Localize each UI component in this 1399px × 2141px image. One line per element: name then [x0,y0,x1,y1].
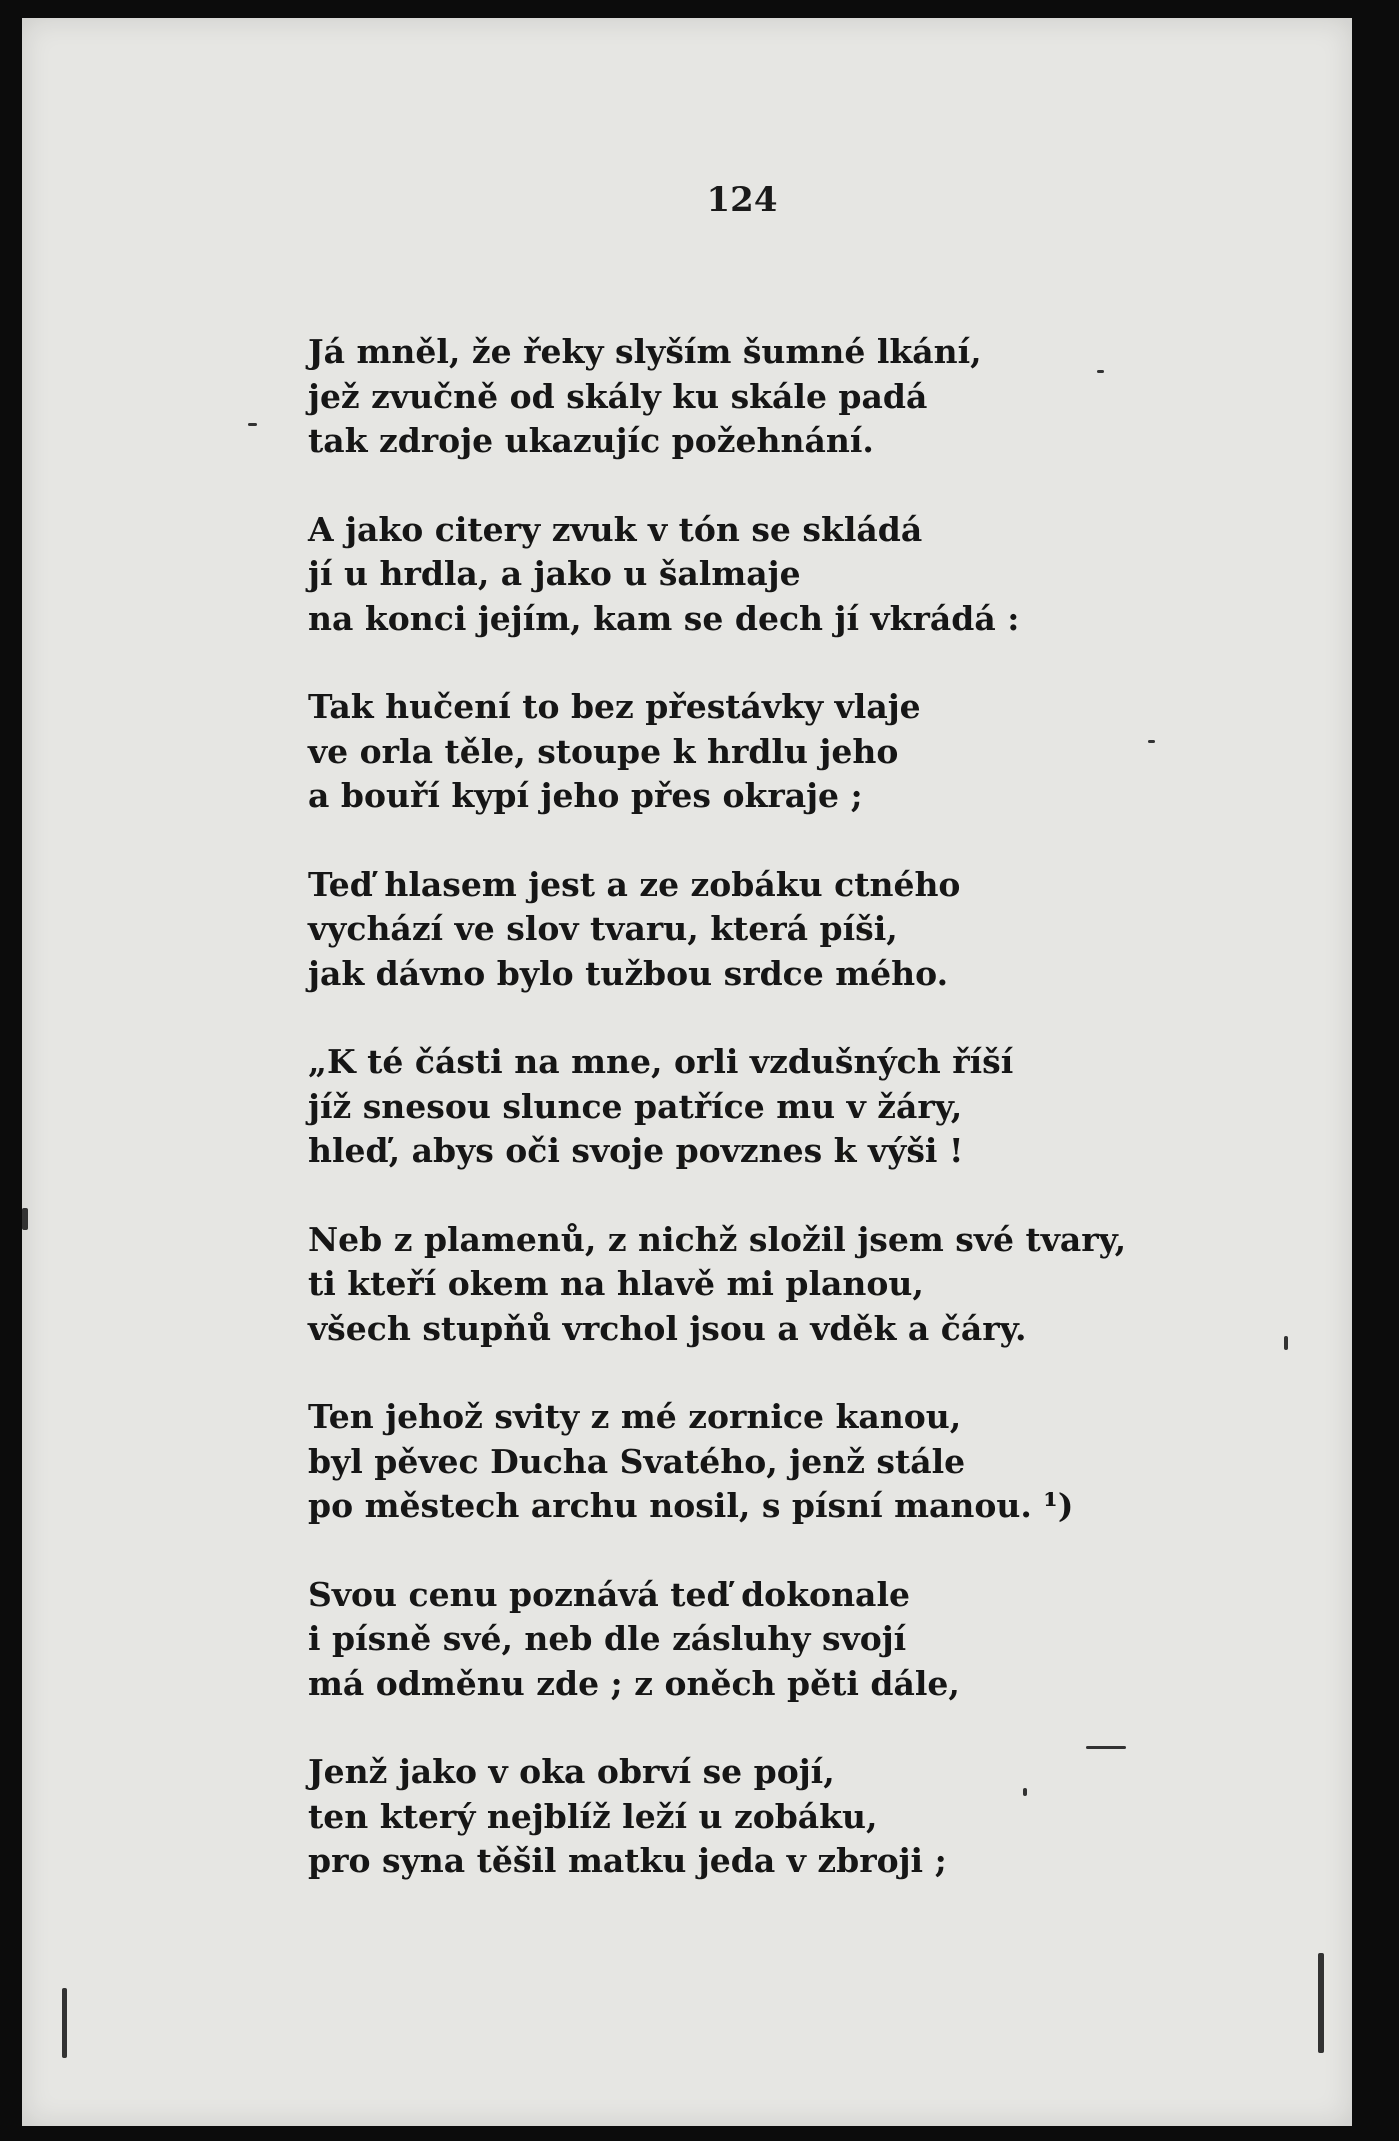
scan-speck [1148,740,1155,743]
verse-line: na konci jejím, kam se dech jí vkrádá : [308,598,1020,638]
verse-line: Tak hučení to bez přestávky vlaje [308,687,921,726]
verse-line: ti kteří okem na hlavě mi planou, [308,1264,924,1303]
stanza [308,330,1368,464]
verse-line: A jako citery zvuk v tón se skládá [308,509,923,549]
poem-text [308,330,1368,1928]
verse-line: jak dávno bylo tužbou srdce mého. [308,953,949,993]
verse-line: všech stupňů vrchol jsou a vděk a čáry. [308,1308,1027,1348]
verse-line: hleď, abys oči svoje povznes k výši ! [308,1131,964,1170]
verse-line: Teď hlasem jest a ze zobáku ctného [308,864,961,904]
stanza [308,685,1368,819]
page-edge-shadow [1352,0,1399,2141]
scan-speck [248,423,257,426]
stanza [308,863,1368,997]
verse-line: jí u hrdla, a jako u šalmaje [308,554,801,593]
scan-speck [1284,1336,1288,1350]
scan-speck [1086,1746,1126,1749]
scan-speck [1097,370,1104,373]
book-page [22,18,1352,2126]
verse-line: „K té části na mne, orli vzdušných říší [308,1042,1014,1081]
stanza [308,1750,1368,1884]
verse-line: Jenž jako v oka obrví se pojí, [308,1752,835,1791]
verse-line: jež zvučně od skály ku skále padá [308,376,928,416]
verse-line: má odměnu zde ; z oněch pěti dále, [308,1663,960,1703]
stanza [308,508,1368,642]
verse-line: byl pěvec Ducha Svatého, jenž stále [308,1441,966,1481]
scan-speck [1023,1788,1027,1796]
stanza [308,1395,1368,1529]
verse-line: tak zdroje ukazujíc požehnání. [308,421,874,460]
verse-line: Svou cenu poznává teď dokonale [308,1574,910,1614]
verse-line: a bouří kypí jeho přes okraje ; [308,776,863,815]
verse-line: Já mněl, že řeky slyším šumné lkání, [308,332,982,371]
stanza [308,1218,1368,1352]
verse-line: i písně své, neb dle zásluhy svojí [308,1619,907,1658]
verse-line: Ten jehož svity z mé zornice kanou, [308,1397,962,1436]
verse-line: ve orla těle, stoupe k hrdlu jeho [308,731,899,771]
scan-speck [1318,1953,1324,2053]
page-number-text: 124 [706,180,778,220]
stanza [308,1040,1368,1174]
stanza [308,1573,1368,1707]
verse-line: pro syna těšil matku jeda v zbroji ; [308,1841,947,1880]
verse-line: po městech archu nosil, s písní manou. ¹) [308,1486,1074,1525]
scan-speck [62,1988,67,2058]
verse-line: ten který nejblíž leží u zobáku, [308,1796,878,1836]
verse-line: jíž snesou slunce patříce mu v žáry, [308,1086,963,1126]
verse-line: vychází ve slov tvaru, která píši, [308,909,898,948]
scan-speck [22,1208,28,1230]
verse-line: Neb z plamenů, z nichž složil jsem své tvary, [308,1219,1127,1259]
